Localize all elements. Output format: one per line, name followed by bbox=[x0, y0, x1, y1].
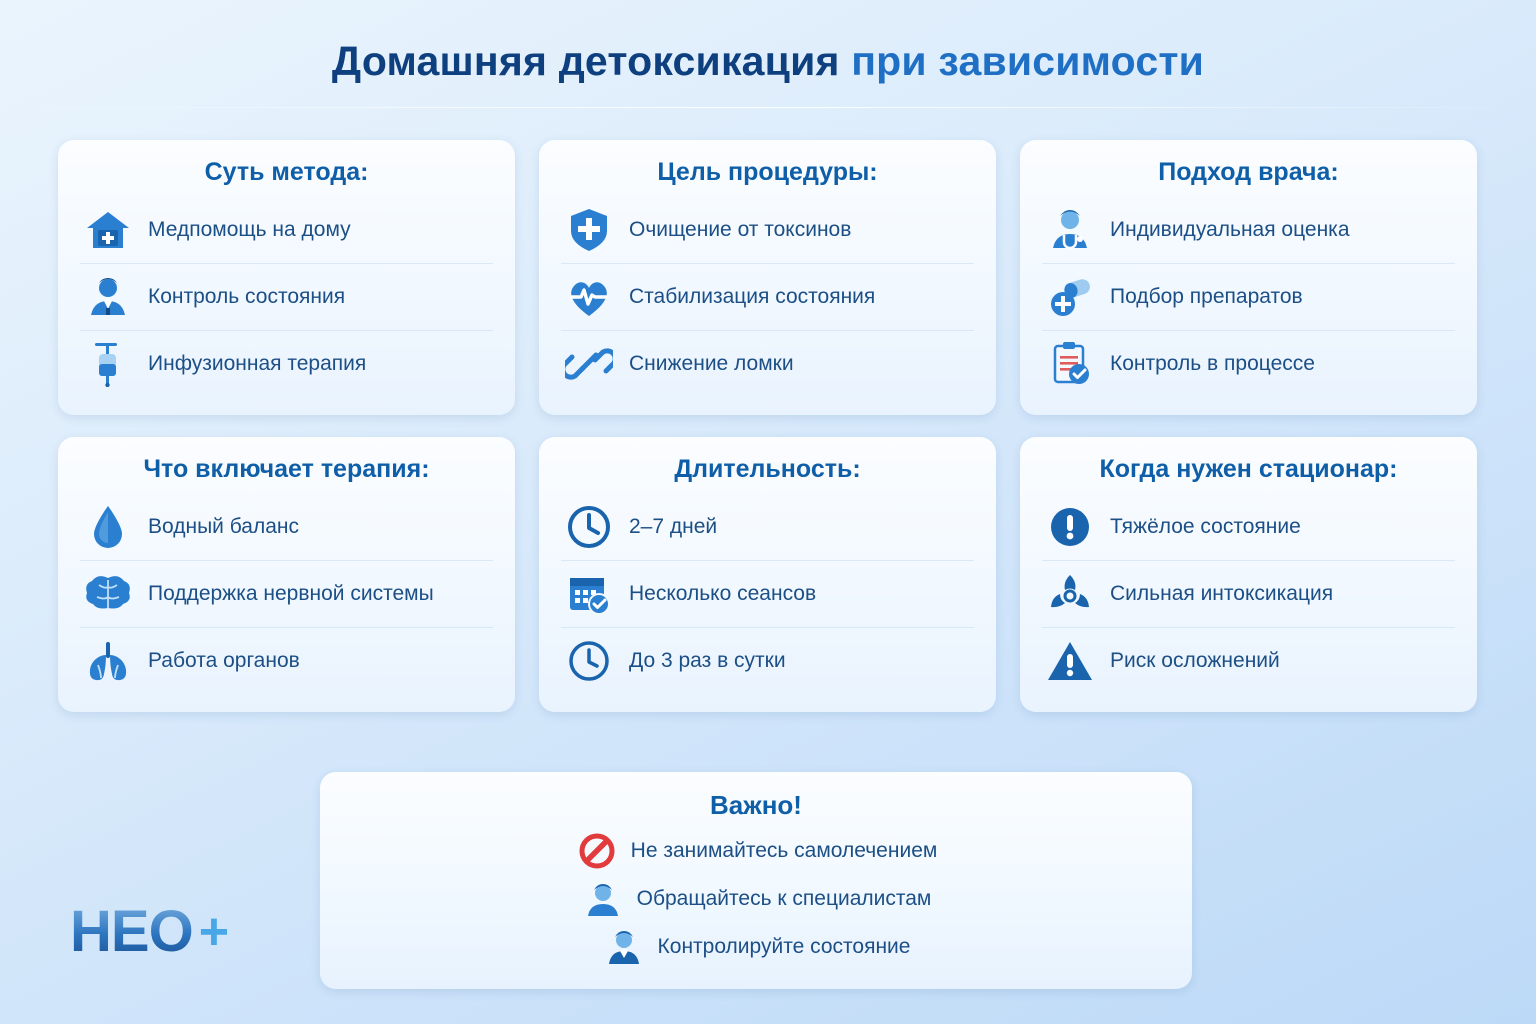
list-item bbox=[561, 331, 974, 397]
list-item-label: Поддержка нервной системы bbox=[148, 582, 434, 605]
list-item-label: Работа органов bbox=[148, 649, 300, 672]
card-dlitelnost bbox=[539, 437, 996, 712]
logo-text: HEO bbox=[70, 899, 193, 964]
list-item-label: Медпомощь на дому bbox=[148, 218, 351, 241]
list-item bbox=[1042, 331, 1455, 397]
list-item-label: Не занимайтесь самолечением bbox=[630, 839, 938, 862]
medic-person-icon bbox=[602, 926, 646, 968]
calendar-check-icon bbox=[563, 570, 615, 618]
list-item bbox=[1042, 561, 1455, 628]
list-item-label: Тяжёлое состояние bbox=[1110, 515, 1301, 538]
iv-drip-icon bbox=[82, 340, 134, 388]
doctor-stethoscope-icon bbox=[1044, 206, 1096, 254]
card-podhod-vracha bbox=[1020, 140, 1477, 415]
pills-icon bbox=[1044, 273, 1096, 321]
list-item bbox=[1042, 628, 1455, 694]
card-title: Когда нужен стационар: bbox=[1099, 455, 1398, 483]
water-drop-icon bbox=[82, 503, 134, 551]
card-title: Длительность: bbox=[674, 455, 861, 483]
list-item bbox=[80, 197, 493, 264]
list-item bbox=[561, 494, 974, 561]
list-item-label: Индивидуальная оценка bbox=[1110, 218, 1350, 241]
list-item bbox=[80, 264, 493, 331]
logo bbox=[70, 898, 228, 965]
card-cel-procedury bbox=[539, 140, 996, 415]
prohibition-icon bbox=[575, 830, 619, 872]
list-item-label: Подбор препаратов bbox=[1110, 285, 1303, 308]
list-item bbox=[561, 628, 974, 694]
card-title: Суть метода: bbox=[204, 158, 369, 186]
list-item-label: Риск осложнений bbox=[1110, 649, 1280, 672]
list-item bbox=[340, 875, 1172, 923]
list-item bbox=[340, 923, 1172, 971]
card-title: Что включает терапия: bbox=[143, 455, 430, 483]
home-medical-icon bbox=[82, 206, 134, 254]
list-item-label: Инфузионная терапия bbox=[148, 352, 367, 375]
list-item-label: Обращайтесь к специалистам bbox=[636, 887, 932, 910]
chain-link-icon bbox=[563, 340, 615, 388]
list-item-label: Сильная интоксикация bbox=[1110, 582, 1334, 605]
logo-plus-icon: + bbox=[198, 902, 229, 961]
card-chto-vklyuchaet-terapiya bbox=[58, 437, 515, 712]
clock-icon bbox=[563, 503, 615, 551]
page-title bbox=[0, 38, 1536, 85]
heart-pulse-icon bbox=[563, 273, 615, 321]
card-vazhno bbox=[320, 772, 1192, 989]
card-title: Подход врача: bbox=[1158, 158, 1339, 186]
list-item-label: Снижение ломки bbox=[629, 352, 794, 375]
clock-icon bbox=[563, 637, 615, 685]
exclamation-circle-icon bbox=[1044, 503, 1096, 551]
list-item bbox=[1042, 264, 1455, 331]
list-item-label: Водный баланс bbox=[148, 515, 299, 538]
biohazard-icon bbox=[1044, 570, 1096, 618]
page-title-rest: при зависимости bbox=[839, 38, 1205, 84]
list-item bbox=[1042, 197, 1455, 264]
list-item-label: Контроль состояния bbox=[148, 285, 346, 308]
list-item bbox=[561, 197, 974, 264]
list-item-label: Контролируйте состояние bbox=[657, 935, 911, 958]
lungs-icon bbox=[82, 637, 134, 685]
list-item-label: Несколько сеансов bbox=[629, 582, 817, 605]
specialist-icon bbox=[581, 878, 625, 920]
list-item bbox=[1042, 494, 1455, 561]
warning-triangle-icon bbox=[1044, 637, 1096, 685]
cards-grid bbox=[58, 140, 1478, 712]
important-title: Важно! bbox=[710, 790, 802, 820]
list-item-label: 2–7 дней bbox=[629, 515, 718, 538]
list-item-label: До 3 раз в сутки bbox=[629, 649, 786, 672]
title-divider bbox=[43, 107, 1493, 108]
clipboard-check-icon bbox=[1044, 340, 1096, 388]
card-kogda-nuzhen-stacionar bbox=[1020, 437, 1477, 712]
list-item bbox=[80, 628, 493, 694]
brain-icon bbox=[82, 570, 134, 618]
shield-cross-icon bbox=[563, 206, 615, 254]
card-sut-metoda bbox=[58, 140, 515, 415]
list-item-label: Очищение от токсинов bbox=[629, 218, 852, 241]
list-item-label: Стабилизация состояния bbox=[629, 285, 876, 308]
list-item bbox=[561, 561, 974, 628]
doctor-icon bbox=[82, 273, 134, 321]
card-title: Цель процедуры: bbox=[657, 158, 878, 186]
page-title-strong: Домашняя детоксикация bbox=[331, 38, 840, 84]
list-item bbox=[80, 331, 493, 397]
list-item bbox=[80, 494, 493, 561]
page-title-block bbox=[0, 0, 1536, 108]
list-item bbox=[80, 561, 493, 628]
list-item-label: Контроль в процессе bbox=[1110, 352, 1315, 375]
list-item bbox=[340, 827, 1172, 875]
list-item bbox=[561, 264, 974, 331]
